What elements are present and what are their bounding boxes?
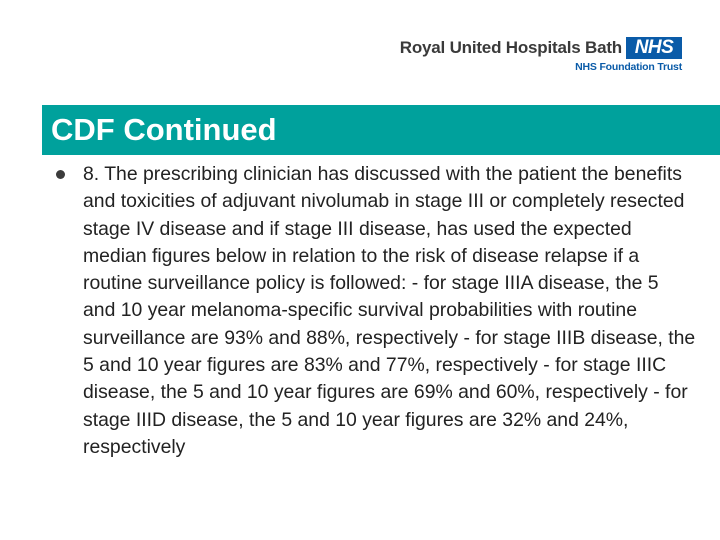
title-bar: [42, 105, 720, 155]
bullet-item: [56, 161, 696, 461]
logo-organisation-name: Royal United Hospitals Bath: [399, 38, 622, 57]
slide-title: CDF Continued: [51, 112, 277, 147]
bullet-text: 8. The prescribing clinician has discussed with the patient the benefits and toxicities of adjuvant nivolumab in stage III or completely resected stage IV disease and if stage III disease, has used the expected median figures below in relation to the risk of disease relapse if a routine surveillance policy is followed: - for stage IIIA disease, the 5 and 10 year melanoma-specific survival probabilities with routine surveillance are 93% and 88%, respectively - for stage IIIB disease, the 5 and 10 year figures are 83% and 77%, respectively - for stage IIIC disease, the 5 and 10 year figures are 69% and 60%, respectively - for stage IIID disease, the 5 and 10 year figures are 32% and 24%, respectively: [83, 163, 696, 458]
trust-logo: [382, 34, 682, 76]
logo-subtitle: NHS Foundation Trust: [575, 61, 682, 73]
slide-content: [56, 161, 696, 461]
nhs-logo-badge: NHS: [626, 37, 682, 59]
bullet-dot-icon: [56, 170, 65, 179]
